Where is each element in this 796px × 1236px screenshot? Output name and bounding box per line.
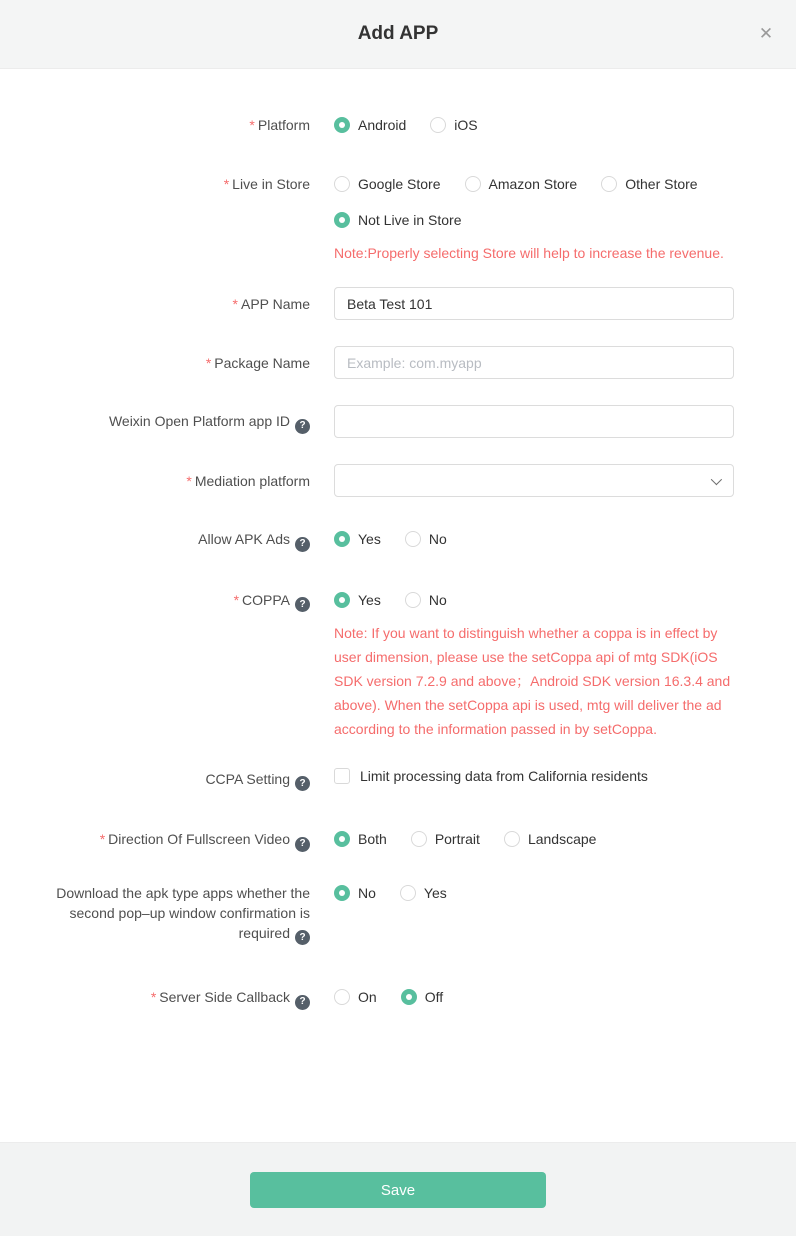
radio-checked-icon[interactable] bbox=[334, 117, 350, 133]
close-icon[interactable]: ✕ bbox=[758, 24, 774, 43]
radio-label: iOS bbox=[454, 117, 478, 133]
form-row-fullscreen-direction bbox=[0, 827, 796, 852]
radio-option-both[interactable] bbox=[334, 831, 387, 847]
package-name-input[interactable] bbox=[334, 346, 734, 379]
radio-label: Landscape bbox=[527, 831, 597, 848]
ccpa-control bbox=[334, 768, 796, 789]
server-side-callback-options bbox=[334, 985, 796, 1009]
app-name-label-text: APP Name bbox=[241, 295, 310, 312]
radio-label: Android bbox=[358, 117, 407, 133]
radio-option-callback-off[interactable] bbox=[401, 989, 443, 1005]
radio-label: No bbox=[428, 591, 447, 608]
radio-unchecked-icon[interactable] bbox=[504, 831, 520, 847]
radio-label: Both bbox=[358, 831, 387, 848]
platform-options bbox=[334, 113, 796, 137]
fullscreen-direction-options bbox=[334, 827, 796, 851]
radio-label: No bbox=[358, 884, 376, 901]
radio-unchecked-icon[interactable] bbox=[405, 592, 421, 608]
required-asterisk: * bbox=[205, 354, 212, 371]
radio-checked-icon[interactable] bbox=[334, 212, 350, 228]
dialog-footer bbox=[0, 1142, 796, 1236]
required-asterisk: * bbox=[186, 472, 192, 489]
radio-option-apk-ads-no[interactable] bbox=[405, 531, 447, 547]
form-row-package-name bbox=[0, 346, 796, 379]
ccpa-checkbox-option[interactable] bbox=[334, 768, 648, 784]
package-name-label bbox=[30, 351, 310, 375]
radio-label: Google Store bbox=[358, 176, 441, 192]
form-row-server-side-callback bbox=[0, 985, 796, 1010]
radio-option-download-yes[interactable] bbox=[400, 885, 447, 901]
radio-unchecked-icon[interactable] bbox=[465, 176, 481, 192]
radio-label: Not Live in Store bbox=[358, 212, 462, 228]
mediation-platform-label bbox=[30, 469, 310, 493]
checkbox-label: Limit processing data from California residents bbox=[360, 768, 648, 785]
fullscreen-direction-label-text: Direction Of Fullscreen Video bbox=[108, 831, 290, 847]
store-note-text: Note:Properly selecting Store will help to increase the revenue. bbox=[334, 245, 724, 261]
platform-label-text: Platform bbox=[257, 117, 310, 133]
weixin-app-id-input[interactable] bbox=[334, 405, 734, 438]
ccpa-label-text: CCPA Setting bbox=[205, 770, 290, 787]
ccpa-label bbox=[30, 767, 310, 792]
allow-apk-ads-label bbox=[30, 527, 310, 552]
help-icon[interactable]: ? bbox=[295, 776, 310, 791]
coppa-note-text: Note: If you want to distinguish whether a coppa is in effect by user dimension, please use the setCoppa api of mtg SDK(iOS SDK version 7.2.9 and above；Android SDK version 16.3.4 and above). When the setCoppa api is used, mtg will deliver the ad according to the information passed in by setCoppa. bbox=[334, 624, 731, 737]
help-icon[interactable]: ? bbox=[295, 597, 310, 612]
radio-unchecked-icon[interactable] bbox=[334, 989, 350, 1005]
server-side-callback-label-text: Server Side Callback bbox=[159, 989, 290, 1005]
live-in-store-label-text: Live in Store bbox=[232, 176, 310, 192]
radio-unchecked-icon[interactable] bbox=[405, 531, 421, 547]
mediation-platform-select[interactable] bbox=[334, 464, 734, 497]
dialog-body bbox=[0, 69, 796, 1142]
radio-label: Off bbox=[424, 989, 444, 1006]
help-icon[interactable]: ? bbox=[295, 537, 310, 552]
checkbox-unchecked-icon[interactable] bbox=[334, 768, 350, 784]
radio-option-portrait[interactable] bbox=[411, 831, 480, 847]
radio-label: On bbox=[358, 989, 377, 1006]
help-icon[interactable]: ? bbox=[295, 930, 310, 945]
required-asterisk: * bbox=[223, 176, 230, 192]
form-row-coppa bbox=[0, 588, 796, 741]
radio-option-amazon-store[interactable] bbox=[465, 176, 578, 192]
form-row-app-name bbox=[0, 287, 796, 320]
required-asterisk: * bbox=[150, 989, 157, 1005]
dialog-header bbox=[0, 0, 796, 69]
weixin-app-id-label-text: Weixin Open Platform app ID bbox=[108, 413, 290, 430]
radio-option-google-store[interactable] bbox=[334, 176, 441, 192]
radio-unchecked-icon[interactable] bbox=[601, 176, 617, 192]
save-button[interactable]: Save bbox=[250, 1172, 546, 1208]
radio-unchecked-icon[interactable] bbox=[400, 885, 416, 901]
radio-label: Portrait bbox=[434, 831, 480, 848]
help-icon[interactable]: ? bbox=[295, 419, 310, 434]
radio-checked-icon[interactable] bbox=[334, 831, 350, 847]
server-side-callback-label bbox=[30, 985, 310, 1010]
required-asterisk: * bbox=[233, 591, 240, 608]
radio-checked-icon[interactable] bbox=[401, 989, 417, 1005]
allow-apk-ads-option-line bbox=[334, 527, 796, 551]
help-icon[interactable]: ? bbox=[295, 837, 310, 852]
help-icon[interactable]: ? bbox=[295, 995, 310, 1010]
form-row-ccpa bbox=[0, 767, 796, 792]
radio-option-coppa-yes[interactable] bbox=[334, 592, 381, 608]
radio-option-android[interactable] bbox=[334, 117, 406, 133]
coppa-label bbox=[30, 588, 310, 613]
allow-apk-ads-label-text: Allow APK Ads bbox=[198, 531, 290, 547]
apk-download-confirm-option-line bbox=[334, 883, 796, 903]
form-row-platform bbox=[0, 113, 796, 137]
weixin-app-id-label bbox=[30, 409, 310, 434]
radio-unchecked-icon[interactable] bbox=[430, 117, 446, 133]
app-name-control bbox=[334, 287, 796, 320]
app-name-input[interactable] bbox=[334, 287, 734, 320]
required-asterisk: * bbox=[232, 295, 238, 312]
form-row-apk-download-confirm bbox=[0, 883, 796, 946]
radio-option-download-no[interactable] bbox=[334, 885, 376, 901]
radio-label: Yes bbox=[358, 591, 381, 608]
radio-option-callback-on[interactable] bbox=[334, 989, 377, 1005]
required-asterisk: * bbox=[99, 831, 106, 847]
store-option-line-1 bbox=[334, 172, 796, 196]
app-name-label bbox=[30, 292, 310, 316]
package-name-control bbox=[334, 346, 796, 379]
radio-checked-icon[interactable] bbox=[334, 592, 350, 608]
radio-label: Amazon Store bbox=[488, 176, 578, 192]
required-asterisk: * bbox=[249, 117, 255, 133]
form-row-live-in-store bbox=[0, 172, 796, 265]
dialog-title: Add APP bbox=[357, 23, 439, 44]
mediation-platform-label-text: Mediation platform bbox=[194, 472, 310, 489]
radio-checked-icon[interactable] bbox=[334, 885, 350, 901]
coppa-label-text: COPPA bbox=[242, 591, 290, 608]
package-name-label-text: Package Name bbox=[214, 354, 310, 371]
radio-label: Yes bbox=[358, 531, 381, 548]
server-side-callback-option-line bbox=[334, 985, 796, 1009]
fullscreen-direction-label bbox=[30, 827, 310, 852]
live-in-store-label bbox=[30, 172, 310, 196]
radio-option-coppa-no[interactable] bbox=[405, 592, 447, 608]
allow-apk-ads-options bbox=[334, 527, 796, 551]
apk-download-confirm-label-text: Download the apk type apps whether the second pop–up window confirmation is required bbox=[56, 884, 310, 941]
coppa-option-line bbox=[334, 588, 796, 612]
apk-download-confirm-options bbox=[334, 883, 796, 903]
fullscreen-direction-option-line bbox=[334, 827, 796, 851]
radio-unchecked-icon[interactable] bbox=[411, 831, 427, 847]
radio-option-other-store[interactable] bbox=[601, 176, 697, 192]
live-in-store-options bbox=[334, 172, 796, 265]
platform-option-line bbox=[334, 113, 796, 137]
radio-option-ios[interactable] bbox=[430, 117, 477, 133]
radio-label: No bbox=[428, 531, 447, 548]
radio-option-landscape[interactable] bbox=[504, 831, 597, 847]
form-row-allow-apk-ads bbox=[0, 527, 796, 552]
mediation-platform-control bbox=[334, 464, 796, 497]
store-option-line-2 bbox=[334, 208, 796, 232]
form-row-weixin-app-id bbox=[0, 405, 796, 438]
coppa-options bbox=[334, 588, 796, 741]
platform-label bbox=[30, 113, 310, 137]
chevron-down-icon bbox=[711, 473, 722, 484]
form-row-mediation-platform bbox=[0, 464, 796, 497]
radio-label: Other Store bbox=[625, 176, 698, 192]
apk-download-confirm-label bbox=[30, 883, 310, 946]
radio-checked-icon[interactable] bbox=[334, 531, 350, 547]
weixin-app-id-control bbox=[334, 405, 796, 438]
radio-unchecked-icon[interactable] bbox=[334, 176, 350, 192]
radio-option-not-live-in-store[interactable] bbox=[334, 212, 462, 228]
radio-option-apk-ads-yes[interactable] bbox=[334, 531, 381, 547]
radio-label: Yes bbox=[423, 884, 447, 901]
